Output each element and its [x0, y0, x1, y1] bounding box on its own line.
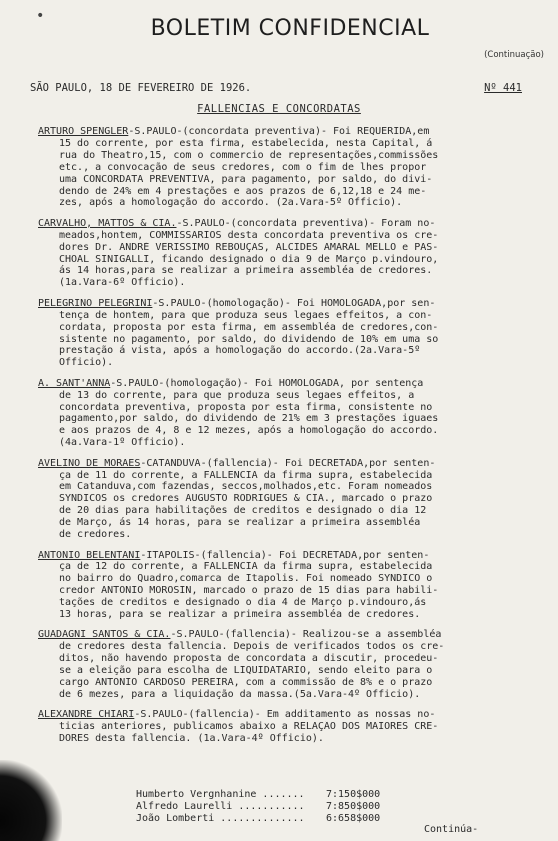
entry-line: (1a.Vara-6º Officio).	[59, 277, 186, 289]
entry-line: tença de hontem, para que produza seus legaes effeitos, a con-	[59, 309, 433, 321]
entry-first-line	[38, 550, 528, 562]
issue-date: SÃO PAULO, 18 DE FEVEREIRO DE 1926.	[30, 82, 252, 94]
section-title: FALLENCIAS E CONCORDATAS	[197, 103, 361, 115]
entry-line: credor ANTONIO MOROSIN, marcado o prazo de 15 dias para habili-	[59, 585, 439, 597]
dateline	[30, 82, 528, 94]
creditor-amount: 7:150$000	[326, 789, 381, 800]
news-entry	[38, 709, 528, 745]
entry-line: de 20 dias para habilitações de creditos e designado o dia 12	[59, 505, 427, 517]
news-entry	[38, 378, 528, 449]
entry-first-line	[38, 126, 528, 138]
ink-blot	[0, 760, 62, 841]
entry-line: dores Dr. ANDRÉ VERISSIMO REBOUÇAS, ALCIDES AMARAL MELLO e PAS-	[59, 241, 439, 253]
entry-firm-name: A. SANT'ANNA	[38, 377, 111, 389]
entry-line: de 13 do corrente, para que produza seus legaes effeitos, a	[59, 389, 415, 401]
entry-line: meados,hontem, COMMISSARIOS desta concordata preventiva os cre-	[59, 229, 439, 241]
entry-line: em Catanduva,com fazendas, seccos,molhados,etc. Foram nomeados	[59, 481, 433, 493]
entry-text: -S.PAULO-(fallencia)- Realizou-se a assembléa	[170, 629, 442, 641]
creditor-row	[136, 789, 436, 801]
creditor-row	[136, 813, 436, 825]
entry-line: ás 14 horas,para se realizar a primeira assembléa de credores.	[59, 265, 433, 277]
news-entry	[38, 458, 528, 541]
entry-firm-name: PELEGRINO PELEGRINI	[38, 297, 153, 309]
entry-firm-name: AVELINO DE MORAES	[38, 457, 141, 469]
entry-line: ça de 12 do corrente, a FALLENCIA da firma supra, estabelecida	[59, 561, 433, 573]
creditors-list	[136, 789, 436, 825]
entry-line: de credores.	[59, 529, 132, 541]
entry-line: ça de 11 do corrente, a FALLENCIA da firma supra, estabelecida	[59, 469, 433, 481]
news-entry	[38, 126, 528, 209]
entry-line: cargo ANTONIO CARDOSO PEREIRA, com a commissão de 8% e o prazo	[59, 677, 433, 689]
entry-line: cordata, proposta por esta firma, em assembléa de credores,con-	[59, 321, 439, 333]
entry-line: pagamento,por saldo, do dividendo de 21% em 3 prestações iguaes	[59, 413, 439, 425]
creditor-name: Alfredo Laurelli ...........	[136, 801, 305, 812]
entry-line: (4a.Vara-1º Officio).	[59, 437, 186, 449]
entry-text: -S.PAULO-(concordata preventiva)- Foram no-	[176, 217, 436, 229]
entry-line: etc., a convocação de seus credores, com o fim de lhes propor	[59, 161, 427, 173]
entry-line: e aos prazos de 4, 8 e 12 mezes, após a homologação do accordo.	[59, 425, 439, 437]
entry-first-line	[38, 458, 528, 470]
issue-number: Nº 441	[484, 82, 522, 94]
entry-line: concordata preventiva, proposta por esta firma, consistente no	[59, 401, 433, 413]
entry-text: -S.PAULO-(concordata preventiva)- Foi REQUERIDA,em	[128, 126, 430, 137]
entry-line: tações de creditos e designado o dia 4 de Março p.vindouro,ás	[59, 597, 427, 609]
entry-line: de 6 mezes, para a liquidação da massa.(5a.Vara-4º Officio).	[59, 688, 421, 700]
news-entry	[38, 218, 528, 289]
continuation-label: (Continuação)	[484, 50, 544, 60]
page-mark: •	[36, 8, 45, 24]
entry-line: prestação á vista, após a homologação do accordo.(2a.Vara-5º	[59, 345, 421, 357]
entry-first-line	[38, 378, 528, 390]
entry-line: 13 horas, para se realizar a primeira assembléa de credores.	[59, 609, 421, 621]
entry-line: CHOAL SINIGALLI, ficando designado o dia 9 de Março p.vindouro,	[59, 253, 439, 265]
entries-list	[38, 126, 528, 754]
entry-line: zes, após a homologação do accordo. (2a.Vara-5º Officio).	[59, 197, 403, 209]
entry-line: de Março, ás 14 horas, para se realizar a primeira assembléa	[59, 517, 421, 529]
entry-line: se a eleição para escolha de LIQUIDATARIO, sendo eleito para o	[59, 665, 433, 677]
creditor-name: João Lomberti ..............	[136, 813, 305, 824]
entry-text: -S.PAULO-(homologação)- Foi HOMOLOGADA,por sen-	[152, 297, 436, 309]
entry-line: DORES desta fallencia. (1a.Vara-4º Officio).	[59, 733, 324, 745]
entry-line: rua do Theatro,15, com o commercio de representações,commissões	[59, 149, 439, 161]
entry-text: -S.PAULO-(fallencia)- Em additamento as nossas no-	[134, 709, 436, 721]
entry-line: Officio).	[59, 357, 114, 369]
news-entry	[38, 298, 528, 369]
entry-line: sistente no pagamento, por saldo, do dividendo de 10% em uma so	[59, 333, 439, 345]
entry-line: dendo de 24% em 4 prestações e aos prazos de 6,12,18 e 24 me-	[59, 185, 427, 197]
entry-firm-name: CARVALHO, MATTOS & CIA.	[38, 217, 177, 229]
creditor-name: Humberto Vergnhanine .......	[136, 789, 305, 800]
entry-line: de credores desta fallencia. Depois de verificados todos os cre-	[59, 641, 445, 653]
entry-line: 15 do corrente, por esta firma, estabelecida, nesta Capital, á	[59, 137, 433, 149]
creditor-row	[136, 801, 436, 813]
entry-firm-name: ALEXANDRE CHIARI	[38, 709, 135, 721]
entry-first-line	[38, 709, 528, 721]
entry-first-line	[38, 218, 528, 230]
continued-label: Continúa-	[424, 824, 479, 835]
creditor-amount: 7:850$000	[326, 801, 381, 812]
entry-firm-name: GUADAGNI SANTOS & CIA.	[38, 629, 171, 641]
entry-line: ticias anteriores, publicamos abaixo a RELAÇÃO DOS MAIORES CRE-	[59, 721, 439, 733]
entry-line: ditos, não havendo proposta de concordata a discutir, procedeu-	[59, 653, 439, 665]
news-entry	[38, 550, 528, 621]
entry-text: -ITAPOLIS-(fallencia)- Foi DECRETADA,por senten-	[140, 549, 430, 561]
entry-first-line	[38, 629, 528, 641]
entry-text: -S.PAULO-(homologação)- Foi HOMOLOGADA, por sentença	[110, 377, 424, 389]
entry-firm-name: ARTURO SPENGLER	[38, 126, 129, 137]
entry-first-line	[38, 298, 528, 310]
entry-line: uma CONCORDATA PREVENTIVA, para pagamento, por saldo, do divi-	[59, 173, 433, 185]
entry-line: SYNDICOS os credores AUGUSTO RODRIGUES & CIA., marcado o prazo	[59, 493, 433, 505]
entry-text: -CATANDUVA-(fallencia)- Foi DECRETADA,por senten-	[140, 457, 436, 469]
news-entry	[38, 629, 528, 700]
entry-firm-name: ANTONIO BELENTANI	[38, 549, 141, 561]
document-title: BOLETIM CONFIDENCIAL	[150, 16, 430, 41]
creditor-amount: 6:658$000	[326, 813, 381, 824]
entry-line: no bairro do Quadro,comarca de Itapolis. Foi nomeado SYNDICO o	[59, 573, 433, 585]
